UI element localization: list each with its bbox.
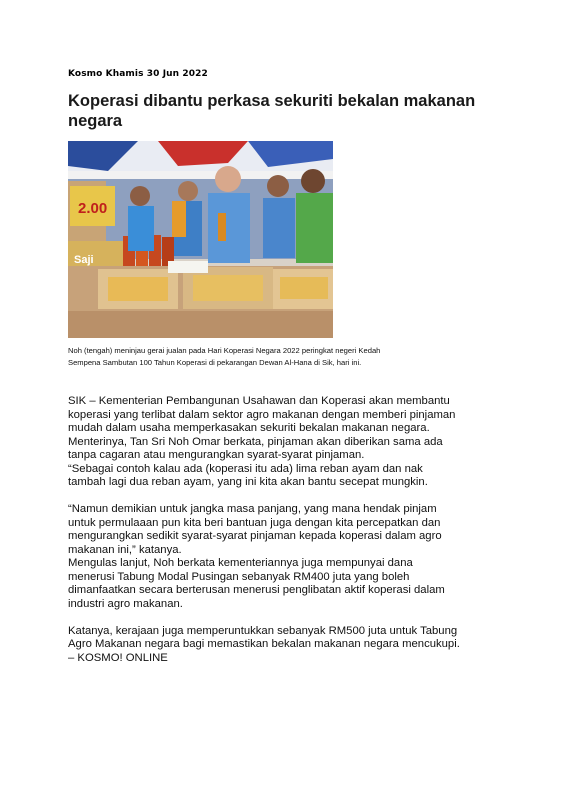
- caption-line: Noh (tengah) meninjau gerai jualan pada Hari Koperasi Negara 2022 peringkat negeri Kedah: [68, 346, 381, 355]
- article-paragraph: [68, 625, 508, 666]
- paragraph-line: Mengulas lanjut, Noh berkata kementeriannya juga mempunyai dana: [68, 557, 413, 569]
- paragraph-line: tanpa cagaran atau mengurangkan syarat-syarat pinjaman.: [68, 449, 365, 461]
- paragraph-line: Menterinya, Tan Sri Noh Omar berkata, pinjaman akan diberikan sama ada: [68, 435, 443, 448]
- article-paragraph: [68, 503, 508, 611]
- brand-label-text: Saji: [74, 254, 94, 266]
- paragraph-line: untuk permulaaan pun kita beri bantuan juga dengan kita percepatkan dan: [68, 516, 441, 529]
- paragraph-line: koperasi yang terlibat dalam sektor agro makanan dengan memberi pinjaman: [68, 408, 456, 421]
- paragraph-line: makanan ini,” katanya.: [68, 543, 182, 556]
- paragraph-line: mudah dalam usaha memperkasakan sekuriti bekalan makanan negara.: [68, 422, 430, 434]
- paragraph-line: Katanya, kerajaan juga memperuntukkan sebanyak RM500 juta untuk Tabung: [68, 624, 458, 637]
- article-body: [68, 395, 508, 679]
- photo-caption: [68, 345, 488, 369]
- article-headline: Koperasi dibantu perkasa sekuriti bekalan makanan negara: [68, 92, 476, 130]
- price-tag-text: 2.00: [78, 200, 108, 217]
- paragraph-line: – KOSMO! ONLINE: [68, 651, 168, 664]
- paragraph-line: dimanfaatkan secara berterusan menerusi penglibatan aktif koperasi dalam: [68, 584, 445, 596]
- article-photo: [68, 141, 333, 338]
- caption-line: Sempena Sambutan 100 Tahun Koperasi di pekarangan Dewan Al-Hana di Sik, hari ini.: [68, 358, 362, 367]
- paragraph-line: “Sebagai contoh kalau ada (koperasi itu ada) lima reban ayam dan nak: [68, 462, 423, 475]
- paragraph-line: tambah lagi dua reban ayam, yang ini kita akan bantu secepat mungkin.: [68, 476, 428, 488]
- paragraph-line: “Namun demikian untuk jangka masa panjang, yang mana hendak pinjam: [68, 503, 437, 515]
- paragraph-line: Agro Makanan negara bagi memastikan bekalan makanan negara mencukupi.: [68, 638, 460, 650]
- article-paragraph: [68, 395, 508, 490]
- paragraph-line: industri agro makanan.: [68, 597, 183, 610]
- market-stall-photo: [68, 141, 333, 338]
- paragraph-line: menerusi Tabung Modal Pusingan sebanyak RM400 juta yang boleh: [68, 570, 410, 583]
- paragraph-line: mengurangkan sedikit syarat-syarat pinjaman kepada koperasi dalam agro: [68, 530, 442, 542]
- paragraph-line: SIK – Kementerian Pembangunan Usahawan dan Koperasi akan membantu: [68, 395, 450, 407]
- publication-date-line: Kosmo Khamis 30 Jun 2022: [68, 69, 208, 79]
